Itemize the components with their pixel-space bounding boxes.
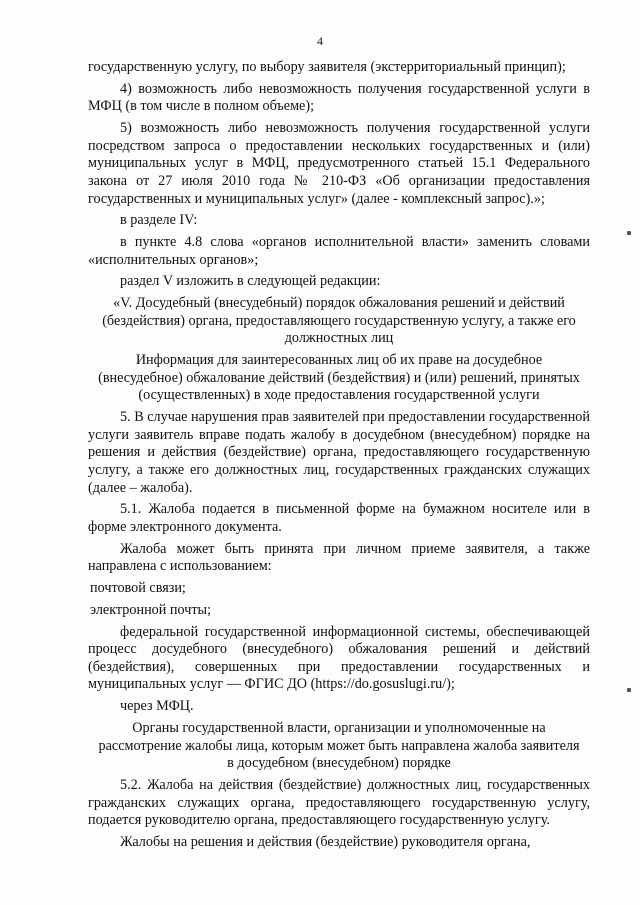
paragraph-item-5: 5) возможность либо невозможность получения государственной услуги посредством запроса о предоставлении нескольких государственных и (или) муниципальных услуг в МФЦ, предусмотренного статьей 15.1 Федерального закона от 27 июля 2010 года № 210-ФЗ «Об организации предоставления государственных и муниципальных услуг» (далее - комплексный запрос).»; — [88, 120, 590, 207]
paragraph-head-complaints: Жалобы на решения и действия (бездействие) руководителя органа, — [120, 833, 531, 850]
paragraph-5: 5. В случае нарушения прав заявителей при предоставлении государственной услуги заявитель вправе подать жалобу в досудебном (внесудебном) порядке на решения и действия (бездействие) органа, предоставляющего государственную услугу, а также его должностных лиц, государственных гражданских служащих (далее – жалоба). — [88, 409, 590, 496]
document-body — [88, 59, 590, 856]
page-number: 4 — [317, 34, 323, 48]
paragraph-complaint-channels: Жалоба может быть принята при личном приеме заявителя, а также направлена с использованием: — [88, 540, 590, 575]
authorities-heading: Органы государственной власти, организации и уполномоченные на рассмотрение жалобы лица, которым может быть направлена жалоба заявителя в досудебном (внесудебном) порядке — [98, 720, 580, 772]
section-v-heading: «V. Досудебный (внесудебный) порядок обжалования решений и действий (бездействия) органа, предоставляющего государственную услугу, а также его должностных лиц — [102, 295, 576, 347]
paragraph-extraterritorial: государственную услугу, по выбору заявителя (экстерриториальный принцип); — [88, 59, 566, 75]
paragraph-5-2: 5.2. Жалоба на действия (бездействие) должностных лиц, государственных гражданских служащих органа, предоставляющего государственную услугу, подается руководителю органа, предоставляющего государственную услугу. — [88, 776, 590, 829]
list-item-mfc: через МФЦ. — [120, 698, 194, 715]
paragraph-section-v: раздел V изложить в следующей редакции: — [120, 273, 381, 290]
scan-mark-bottom — [627, 688, 631, 692]
list-item-postal: почтовой связи; — [90, 580, 186, 597]
paragraph-item-4: 4) возможность либо невозможность получения государственной услуги в МФЦ (в том числе в полном объеме); — [88, 80, 590, 115]
list-item-fgis: федеральной государственной информационной системы, обеспечивающей процесс досудебного (внесудебного) обжалования решений и действий (бездействия), совершенных при предоставлении государственных и муниципальных услуг — ФГИС ДО (https://do.gosuslugi.ru/); — [88, 623, 590, 693]
paragraph-point-4-8: в пункте 4.8 слова «органов исполнительной власти» заменить словами «исполнительных органов»; — [88, 234, 590, 268]
information-heading: Информация для заинтересованных лиц об их праве на досудебное (внесудебное) обжалование действий (бездействия) и (или) решений, принятых (осуществленных) в ходе предоставления государственной услуги — [98, 352, 580, 404]
list-item-email: электронной почты; — [90, 601, 212, 618]
scan-mark-top — [627, 231, 631, 235]
paragraph-section-iv: в разделе IV: — [120, 212, 198, 229]
paragraph-5-1: 5.1. Жалоба подается в письменной форме на бумажном носителе или в форме электронного документа. — [88, 501, 590, 535]
